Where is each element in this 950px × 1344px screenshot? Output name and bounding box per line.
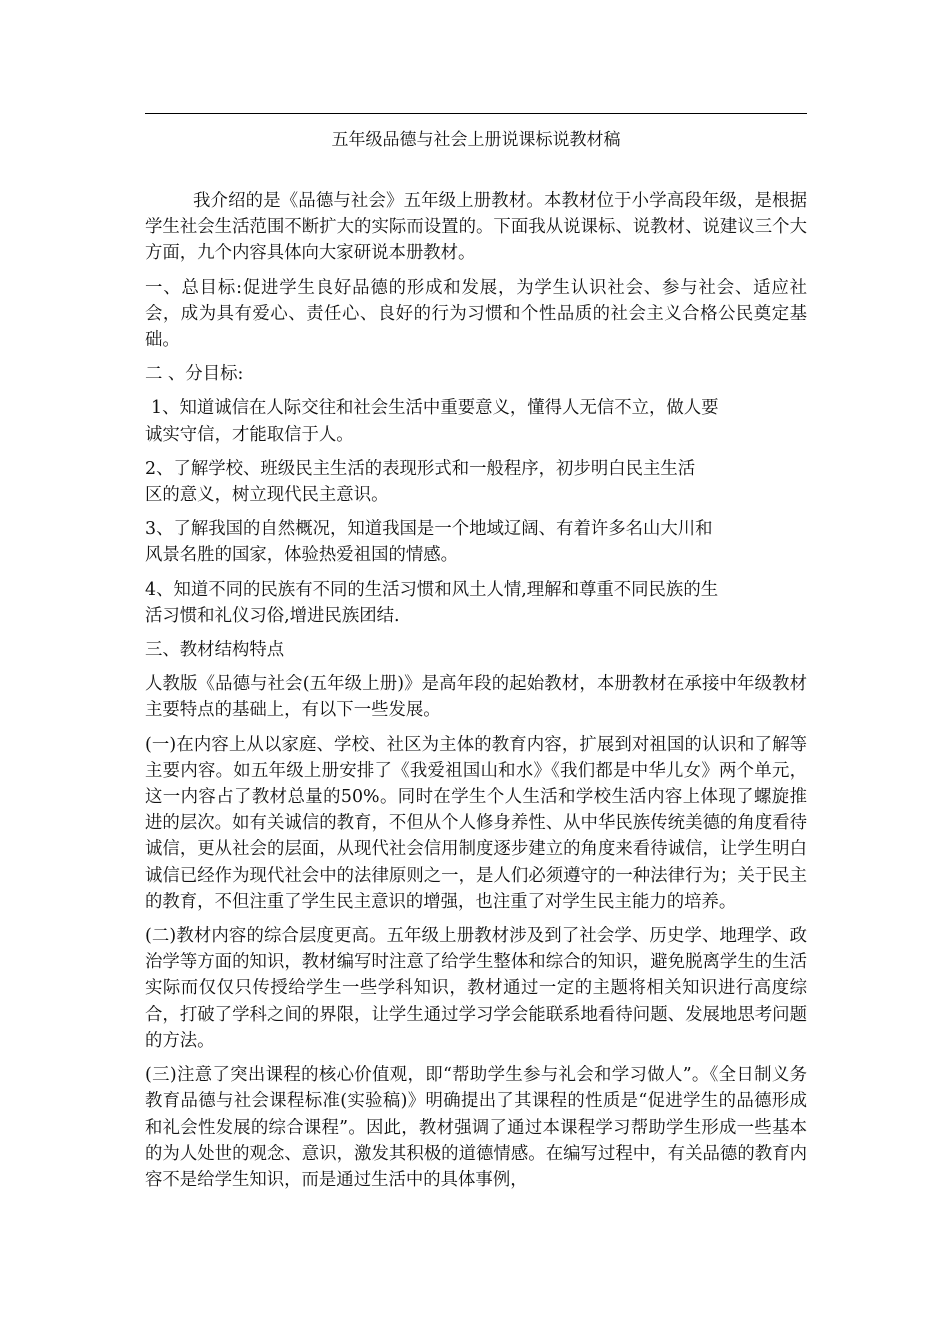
structure-intro-paragraph: 人教版《品德与社会(五年级上册)》是高年段的起始教材，本册教材在承接中年级教材主要特点的基础上，有以下一些发展。 (145, 674, 807, 721)
sub-goal-line: 风景名胜的国家，体验热爱祖国的情感。 (145, 545, 459, 566)
sub-goals-heading: 二 、分目标: (145, 364, 244, 385)
structure-point-paragraph: (三)注意了突出课程的核心价值观，即“帮助学生参与礼会和学习做人”。《全日制义务教育品德与社会课程标准(实验稿)》明确提出了其课程的性质是“促进学生的品德形成和礼会性发展的综合课程”。因此，教材强调了通过本课程学习帮助学生形成一些基本的为人处世的观念、意识，激发其积极的道德情感。在编写过程中，有关品德的教育内容不是给学生知识，而是通过生活中的具体事例， (145, 1065, 807, 1190)
sub-goal-item (145, 395, 807, 447)
structure-point-paragraph: (二)教材内容的综合层度更高。五年级上册教材涉及到了社会学、历史学、地理学、政治学等方面的知识，教材编写时注意了给学生整体和综合的知识，避免脱离学生的生活实际而仅仅只传授给学生一些学科知识，教材通过一定的主题将相关知识进行高度综合，打破了学科之间的界限，让学生通过学习学会能联系地看待问题、发展地思考问题的方法。 (145, 926, 807, 1051)
sub-goal-line: 2、了解学校、班级民主生活的表现形式和一般程序，初步明白民主生活 (145, 458, 696, 479)
sub-goal-item (145, 516, 807, 568)
document-body (145, 188, 807, 1201)
intro-paragraph: 我介绍的是《品德与社会》五年级上册教材。本教材位于小学高段年级，是根据学生社会生活范围不断扩大的实际而设置的。下面我从说课标、说教材、说建议三个大方面，九个内容具体向大家研说本册教材。 (145, 191, 807, 264)
sub-goal-line: 1、知道诚信在人际交往和社会生活中重要意义，懂得人无信不立，做人要 (151, 398, 719, 419)
sub-goal-line: 区的意义，树立现代民主意识。 (145, 485, 389, 506)
structure-point-paragraph: (一)在内容上从以家庭、学校、社区为主体的教育内容，扩展到对祖国的认识和了解等主要内容。如五年级上册安排了《我爱祖国山和水》《我们都是中华儿女》两个单元，这一内容占了教材总量的50%。同时在学生个人生活和学校生活内容上体现了螺旋推进的层次。如有关诚信的教育，不但从个人修身养性、从中华民族传统美德的角度看待诚信，更从社会的层面，从现代社会信用制度逐步建立的角度来看待诚信，让学生明白诚信已经作为现代社会中的法律原则之一，是人们必须遵守的一种法律行为；关于民主的教育，不但注重了学生民主意识的增强，也注重了对学生民主能力的培养。 (145, 734, 807, 912)
sub-goal-item (145, 456, 807, 508)
general-goal-paragraph: 一、总目标:促进学生良好品德的形成和发展，为学生认识社会、参与社会、适应社会，成为具有爱心、责任心、良好的行为习惯和个性品质的社会主义合格公民奠定基础。 (145, 277, 807, 351)
header-rule (145, 113, 807, 114)
sub-goal-item (145, 577, 807, 629)
sub-goal-line: 活习惯和礼仪习俗,增进民族团结. (145, 605, 400, 626)
sub-goal-line: 3、了解我国的自然概况，知道我国是一个地域辽阔、有着许多名山大川和 (145, 519, 713, 540)
sub-goal-line: 4、知道不同的民族有不同的生活习惯和风土人情,理解和尊重不同民族的生 (145, 579, 719, 600)
document-title: 五年级品德与社会上册说课标说教材稿 (331, 130, 621, 150)
structure-heading: 三、教材结构特点 (145, 640, 285, 661)
sub-goal-line: 诚实守信，才能取信于人。 (145, 424, 354, 445)
